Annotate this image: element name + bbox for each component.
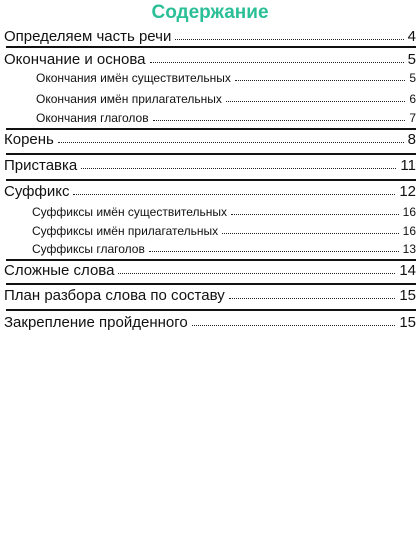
toc-entry-label: Приставка [4,157,78,174]
toc-entry-koren [4,131,416,148]
toc-entry-page: 14 [399,262,416,279]
divider [6,153,416,155]
toc-entry-okonchaniya-sushchestvitelnykh [36,71,416,85]
toc-entry-page: 4 [407,28,416,45]
divider [6,128,416,130]
divider [6,259,416,261]
toc-entry-page: 16 [402,205,416,219]
toc-entry-label: Закрепление пройденного [4,314,188,331]
page-title: Содержание [151,2,269,23]
toc-entry-page: 12 [399,183,416,200]
toc-entry-page: 16 [402,224,416,238]
dot-leader [231,214,399,215]
toc-entry-label: Суффиксы имён существительных [32,205,228,219]
dot-leader [150,62,404,63]
toc-entry-label: Суффиксы глаголов [32,242,145,256]
dot-leader [226,101,405,102]
toc-entry-okonchaniya-glagolov [36,111,416,125]
toc-entry-page: 5 [407,51,416,68]
toc-entry-suffiks [4,183,416,200]
divider [6,283,416,285]
dot-leader [81,168,396,169]
toc-entry-page: 6 [409,92,416,106]
toc-entry-page: 15 [399,287,416,304]
toc-entry-label: Суффикс [4,183,70,200]
toc-entry-page: 5 [409,71,416,85]
toc-entry-page: 8 [407,131,416,148]
toc-entry-page: 7 [409,111,416,125]
toc-entry-label: Определяем часть речи [4,28,172,45]
toc-entry-label: Окончание и основа [4,51,146,68]
dot-leader [229,298,396,299]
toc-entry-page: 13 [402,242,416,256]
dot-leader [58,142,404,143]
toc-entry-plan-razbora [4,287,416,304]
toc-entry-suffiksy-prilagatelnykh [32,224,416,238]
divider [6,179,416,181]
dot-leader [175,39,403,40]
toc-entry-label: Окончания имён существительных [36,71,231,85]
dot-leader [235,80,405,81]
dot-leader [192,325,396,326]
toc-entry-page: 11 [400,157,416,174]
toc-entry-label: Корень [4,131,54,148]
divider [6,46,416,48]
dot-leader [149,251,399,252]
toc-entry-suffiksy-glagolov [32,242,416,256]
toc-entry-suffiksy-sushchestvitelnykh [32,205,416,219]
toc-entry-okonchaniya-prilagatelnykh [36,92,416,106]
toc-entry-label: План разбора слова по составу [4,287,225,304]
dot-leader [222,233,399,234]
dot-leader [153,120,406,121]
dot-leader [118,273,395,274]
toc-entry-label: Суффиксы имён прилагательных [32,224,219,238]
toc-entry-page: 15 [399,314,416,331]
toc-entry-label: Окончания имён прилагательных [36,92,222,106]
toc-entry-opredelyaem-chast-rechi [4,28,416,45]
toc-entry-zakreplenie [4,314,416,331]
toc-entry-label: Окончания глаголов [36,111,149,125]
toc-entry-pristavka [4,157,416,174]
toc-entry-okonchanie-i-osnova [4,51,416,68]
toc-entry-slozhnye-slova [4,262,416,279]
dot-leader [73,194,395,195]
toc-entry-label: Сложные слова [4,262,115,279]
divider [6,309,416,311]
